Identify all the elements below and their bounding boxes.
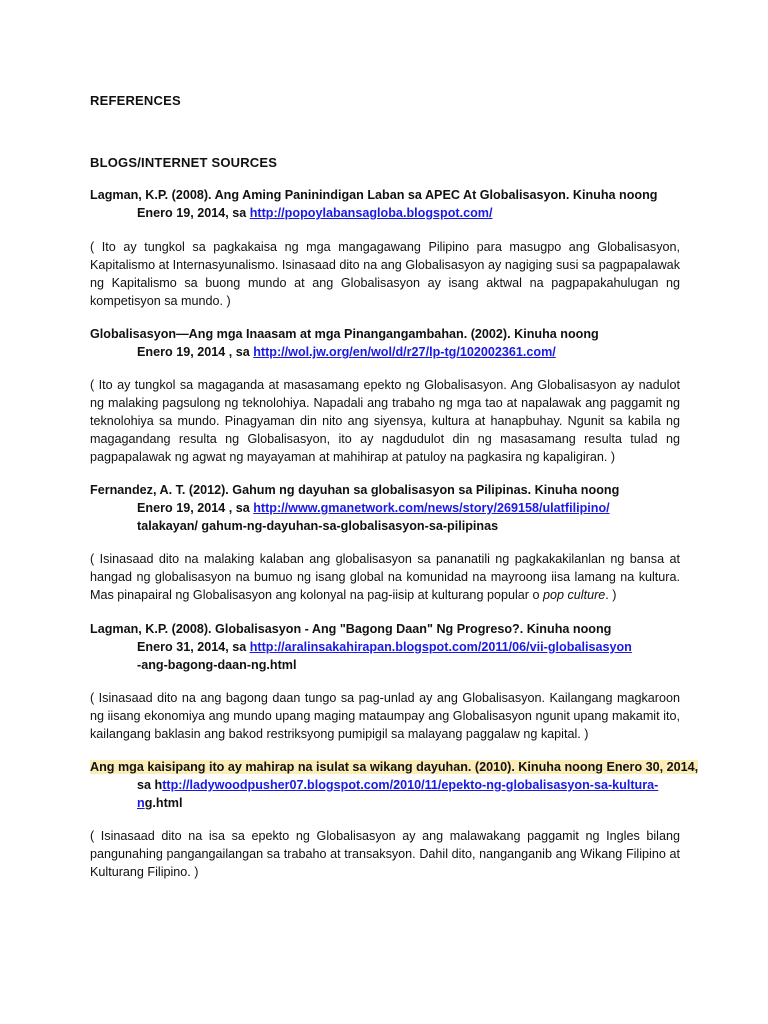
citation-line (90, 204, 680, 222)
reference-annotation-5: ( Isinasaad dito na isa sa epekto ng Globalisasyon ay ang malawakang paggamit ng Ingles bilang pangunahing pangangailangan sa trabaho at transaksyon. Dahil dito, nanganganib ang Wikang Filipino at Kulturang Filipino. ) (90, 829, 680, 879)
annotation-italic-term: pop culture (542, 588, 606, 602)
reference-annotation-4: ( Isinasaad dito na ang bagong daan tungo sa pag-unlad ay ang Globalisasyon. Kailangang magkaroon ng iisang ekonomiya ang mundo upang maging mataumpay ang Globalisasyon ngunit upang makamit ito, kailangang baklasin ang bakod restriksyong pumipigil sa malayang paggalaw ng kapital. ) (90, 691, 680, 741)
reference-annotation-1: ( Ito ay tungkol sa pagkakaisa ng mga mangagawang Pilipino para masugpo ang Globalisasyon, Kapitalismo at Internasyunalismo. Isinasaad dito na ang Globalisasyon ay nagiging susi sa pagpapalawak ng Kapitalismo sa buong mundo at ang Globalisasyon ay isang aktwal na pagpapakahulugan ng kompetisyon sa mundo. ) (90, 240, 680, 308)
citation-line (90, 499, 680, 517)
citation-date: sa h (137, 778, 163, 792)
reference-citation-3 (90, 481, 680, 535)
source-link-3[interactable]: http://www.gmanetwork.com/news/story/269158/ulatfilipino/ (253, 501, 610, 515)
citation-date: Enero 19, 2014, sa (137, 206, 250, 220)
source-link-2[interactable]: http://wol.jw.org/en/wol/d/r27/lp-tg/102002361.com/ (253, 345, 556, 359)
citation-line (90, 638, 680, 656)
citation-line (90, 343, 680, 361)
citation-line (90, 758, 699, 776)
citation-date: Enero 31, 2014, sa (137, 640, 250, 654)
citation-line (90, 776, 680, 794)
citation-date: Enero 19, 2014 , sa (137, 501, 254, 515)
citation-line: Lagman, K.P. (2008). Ang Aming Paninindigan Laban sa APEC At Globalisasyon. Kinuha noong (90, 188, 658, 202)
citation-line: Globalisasyon—Ang mga Inaasam at mga Pinangangambahan. (2002). Kinuha noong (90, 327, 599, 341)
citation-line (90, 794, 680, 812)
source-link-5[interactable]: ttp://ladywoodpusher07.blogspot.com/2010/11/epekto-ng-globalisasyon-sa-kultura- (162, 778, 659, 792)
reference-annotation-2: ( Ito ay tungkol sa magaganda at masasamang epekto ng Globalisasyon. Ang Globalisasyon ay nadulot ng malaking pagsulong ng teknolohiya. Napadali ang trabaho ng mga tao at napalawak ang paggamit ng teknolohiya sa mundo. Pinagyaman din nito ang siyensya, kultura at hanapbuhay. Ngunit sa kabila ng magagandang resulta ng Globalisasyon, ito ay nagdudulot din ng masasamang resulta tulad ng pagpapalawak ng agwat ng mayayaman at mahihirap at patuloy na pagkasira ng kapaligiran. ) (90, 378, 680, 464)
citation-date: Enero 19, 2014 , sa (137, 345, 254, 359)
reference-citation-5 (90, 758, 699, 812)
citation-line: Lagman, K.P. (2008). Globalisasyon - Ang "Bagong Daan" Ng Progreso?. Kinuha noong (90, 622, 612, 636)
source-link-5-continued[interactable]: n (137, 796, 145, 810)
annotation-text: . ) (605, 588, 617, 602)
blogs-heading: BLOGS/INTERNET SOURCES (90, 155, 278, 170)
citation-line: talakayan/ gahum-ng-dayuhan-sa-globalisasyon-sa-pilipinas (137, 519, 499, 533)
references-heading: REFERENCES (90, 93, 181, 108)
source-link-1[interactable]: http://popoylabansagloba.blogspot.com/ (249, 206, 493, 220)
annotation-text: ( Isinasaad dito na malaking kalaban ang globalisasyon sa pananatili ng pagkakakilanlan ng bansa at hangad ng globalisasyon na bumuo ng isang global na komunidad na mayroong iisa lamang na kultura. Mas pinapairal ng Globalisasyon ang kolonyal na pag-iisip at kulturang popular o (90, 552, 680, 602)
citation-url-tail: g.html (144, 796, 183, 810)
citation-line: -ang-bagong-daan-ng.html (137, 658, 297, 672)
reference-citation-4 (90, 620, 680, 674)
highlighted-title: Ang mga kaisipang ito ay mahirap na isulat sa wikang dayuhan. (2010). Kinuha noong Enero 30, 2014, (90, 760, 699, 774)
reference-annotation-3 (90, 550, 680, 604)
reference-citation-2 (90, 325, 680, 361)
reference-citation-1 (90, 186, 680, 222)
source-link-4[interactable]: http://aralinsakahirapan.blogspot.com/2011/06/vii-globalisasyon (249, 640, 632, 654)
citation-line: Fernandez, A. T. (2012). Gahum ng dayuhan sa globalisasyon sa Pilipinas. Kinuha noong (90, 483, 620, 497)
document-page (90, 0, 699, 1024)
